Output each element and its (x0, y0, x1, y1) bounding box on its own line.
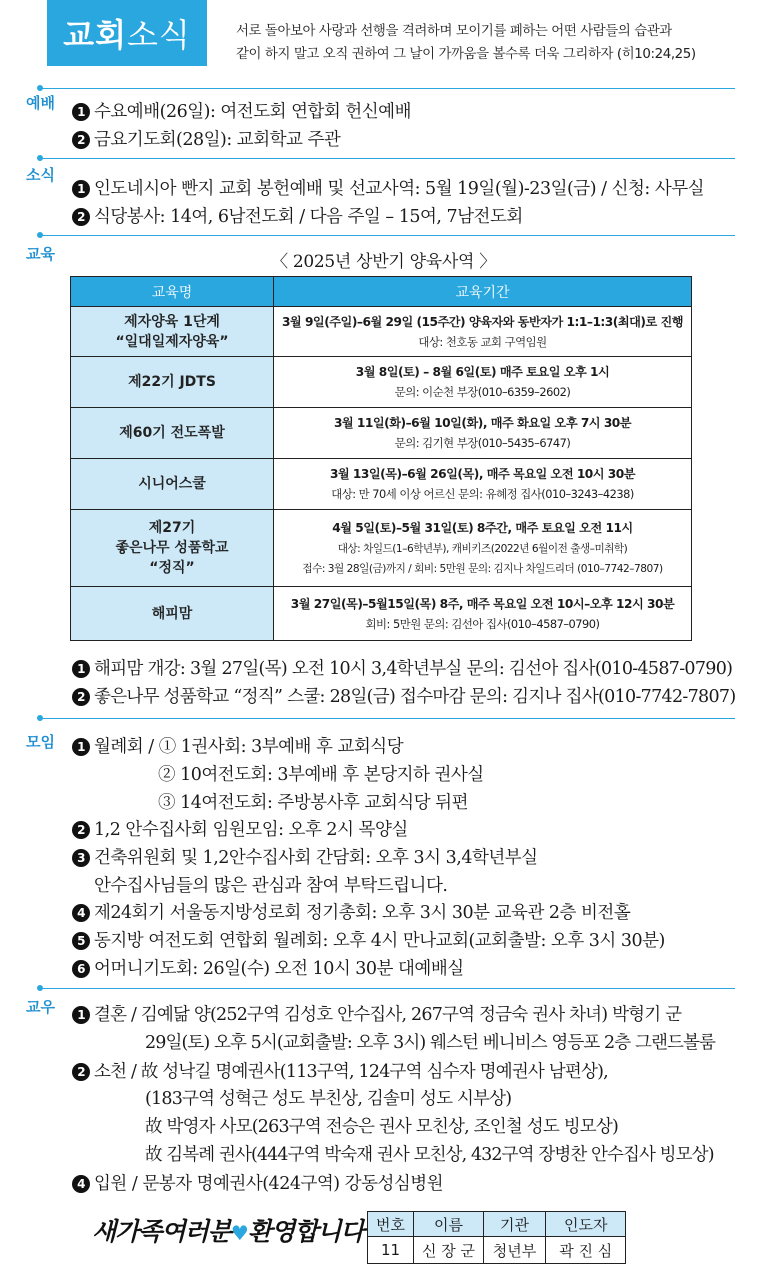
column-header: 번호 (368, 1212, 414, 1237)
list-item: 故 박영자 사모(263구역 전승은 권사 모친상, 조인철 성도 빙모상) (145, 1117, 619, 1137)
column-header: 교육기간 (274, 277, 692, 307)
section-divider (40, 158, 735, 159)
list-item: 4 제24회기 서울동지방성로회 정기총회: 오후 3시 30분 교육관 2층 비전홀 (72, 899, 630, 924)
title-bold: 교회 (63, 16, 127, 54)
section-divider (40, 235, 735, 236)
column-header: 인도자 (545, 1212, 625, 1237)
list-item: ② 10여전도회: 3부예배 후 본당지하 권사실 (158, 765, 484, 785)
list-item: 29일(토) 오후 5시(교회출발: 오후 3시) 웨스턴 베니비스 영등포 2층 그랜드볼룸 (145, 1033, 715, 1053)
title-light: 소식 (127, 16, 191, 54)
section-divider (40, 718, 735, 719)
list-item: ③ 14여전도회: 주방봉사후 교회식당 뒤편 (158, 793, 468, 813)
section-divider (40, 88, 735, 89)
list-item: 3 건축위원회 및 1,2안수집사회 간담회: 오후 3시 3,4학년부실 (72, 844, 538, 869)
list-item: (183구역 성혁근 성도 부친상, 김솔미 성도 시부상) (145, 1089, 512, 1109)
table-row: 제자양육 1단계 “일대일제자양육” 3월 9일(주일)–6월 29일 (15주간) 양육자와 동반자가 1:1–1:3(최대)로 진행 대상: 천호동 교회 구역임원 (71, 307, 692, 357)
list-item: 2 소천 / 故 성낙길 명예권사(113구역, 124구역 심수자 명예권사 남편상), (72, 1058, 608, 1083)
heart-icon: ♥ (230, 1221, 248, 1245)
list-item: 2 식당봉사: 14여, 6남전도회 / 다음 주일 – 15여, 7남전도회 (72, 203, 523, 228)
education-table (70, 276, 692, 641)
newcomer-table (367, 1211, 626, 1264)
section-divider (40, 988, 735, 989)
table-row: 시니어스쿨 3월 13일(목)–6월 26일(목), 매주 목요일 오전 10시 30분 대상: 만 70세 이상 어르신 문의: 유혜정 집사(010–3243–4238) (71, 459, 692, 510)
list-item: 故 김복례 권사(444구역 박숙재 권사 모친상, 432구역 장병찬 안수집사 빙모상) (145, 1145, 714, 1165)
table-row: 11 신 장 군 청년부 곽 진 심 (368, 1237, 626, 1264)
table-row: 제27기 좋은나무 성품학교 “정직” 4월 5일(토)–5월 31일(토) 8주간, 매주 토요일 오전 11시 대상: 차일드(1–6학년부), 캐비키즈(2022년 6월이전 출생–미취학) 접수: 3월 28일(금)까지 / 회비: 5만원 문의: 김지나 차일드리더 (010–7742–7807) (71, 510, 692, 587)
scripture-verse (236, 20, 746, 66)
column-header: 교육명 (71, 277, 274, 307)
table-row: 해피맘 3월 27일(목)–5월15일(목) 8주, 매주 목요일 오전 10시–오후 12시 30분 회비: 5만원 문의: 김선아 집사(010–4587–0790) (71, 587, 692, 641)
list-item: 2 금요기도회(28일): 교회학교 주관 (72, 126, 340, 151)
column-header: 기관 (484, 1212, 546, 1237)
section-label-members: 교우 (26, 998, 55, 1016)
list-item: 5 동지방 여전도회 연합회 월례회: 오후 4시 만나교회(교회출발: 오후 3시 30분) (72, 927, 665, 952)
page-title (47, 0, 207, 66)
section-label-meeting: 모임 (26, 733, 55, 751)
table-row: 제60기 전도폭발 3월 11일(화)–6월 10일(화), 매주 화요일 오후 7시 30분 문의: 김기현 부장(010–5435–6747) (71, 408, 692, 459)
list-item: 1 월례회 / ① 1권사회: 3부예배 후 교회식당 (72, 733, 403, 758)
list-item: 1 결혼 / 김예닮 양(252구역 김성호 안수집사, 267구역 정금숙 권사 차녀) 박형기 군 (72, 1001, 681, 1026)
column-header: 이름 (413, 1212, 483, 1237)
verse-line: 서로 돌아보아 사랑과 선행을 격려하며 모이기를 폐하는 어떤 사람들의 습관과 (236, 24, 672, 39)
list-item: 4 입원 / 문봉자 명예권사(424구역) 강동성심병원 (72, 1170, 443, 1195)
section-label-news: 소식 (26, 166, 55, 184)
table-row: 제22기 JDTS 3월 8일(토) – 8월 6일(토) 매주 토요일 오후 1시 문의: 이순천 부장(010–6359–2602) (71, 357, 692, 408)
list-item: 6 어머니기도회: 26일(수) 오전 10시 30분 대예배실 (72, 955, 464, 980)
list-item: 1 해피맘 개강: 3월 27일(목) 오전 10시 3,4학년부실 문의: 김선아 집사(010-4587-0790) (72, 655, 732, 680)
list-item: 안수집사님들의 많은 관심과 참여 부탁드립니다. (94, 876, 448, 896)
list-item: 2 1,2 안수집사회 임원모임: 오후 2시 목양실 (72, 816, 408, 841)
list-item: 1 수요예배(26일): 여전도회 연합회 헌신예배 (72, 98, 411, 123)
section-label-education: 교육 (26, 245, 55, 263)
welcome-message: 새가족여러분♥환영합니다 (92, 1217, 364, 1246)
list-item: 2 좋은나무 성품학교 “정직” 스쿨: 28일(금) 접수마감 문의: 김지나 집사(010-7742-7807) (72, 683, 736, 708)
verse-line: 같이 하지 말고 오직 권하여 그 날이 가까움을 볼수록 더욱 그리하자 (히10:24,25) (236, 47, 696, 62)
section-label-worship: 예배 (26, 94, 55, 112)
list-item: 1 인도네시아 빤지 교회 봉헌예배 및 선교사역: 5월 19일(월)-23일(금) / 신청: 사무실 (72, 175, 704, 200)
education-subtitle: 〈 2025년 상반기 양육사역 〉 (271, 252, 496, 272)
